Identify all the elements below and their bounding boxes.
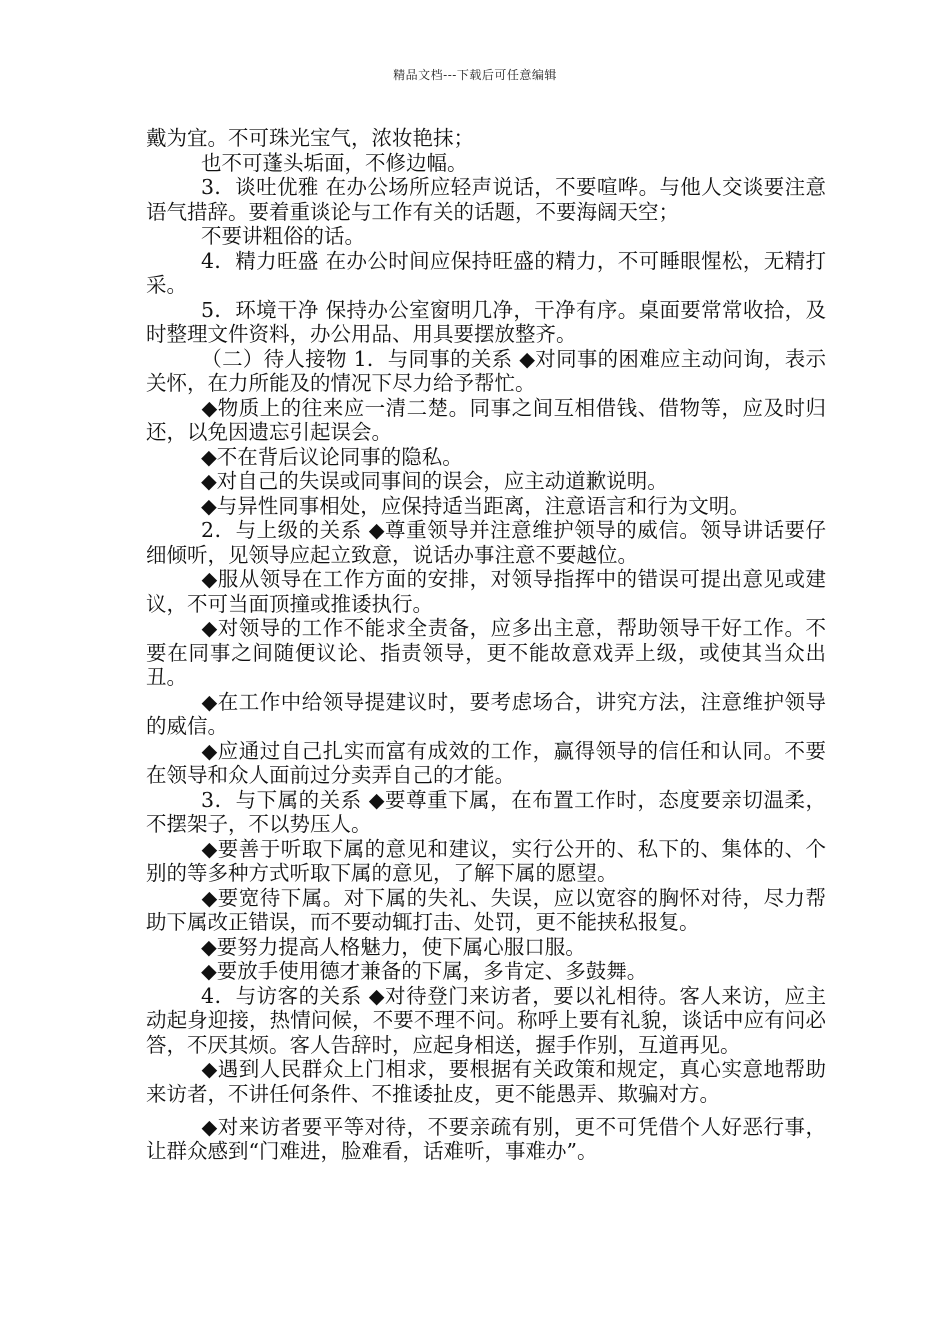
paragraph-text: ◆与异性同事相处，应保持适当距离，注意语言和行为文明。 <box>201 493 750 518</box>
paragraph <box>146 616 826 690</box>
paragraph <box>146 347 826 396</box>
paragraph <box>146 886 826 935</box>
paragraph <box>146 1057 826 1106</box>
paragraph <box>146 690 826 739</box>
paragraph-text: 3．与下属的关系 ◆要尊重下属，在布置工作时，态度要亲切温柔，不摆架子，不以势压人。 <box>146 787 826 836</box>
paragraph <box>146 935 826 960</box>
paragraph-text: 也不可蓬头垢面，不修边幅。 <box>201 150 468 175</box>
paragraph-text: 4．精力旺盛 在办公时间应保持旺盛的精力，不可睡眼惺松，无精打采。 <box>146 248 826 297</box>
paragraph-text: 2．与上级的关系 ◆尊重领导并注意维护领导的威信。领导讲话要仔细倾听，见领导应起立致意，说话办事注意不要越位。 <box>146 518 826 567</box>
paragraph <box>146 739 826 788</box>
paragraph-text: ◆遇到人民群众上门相求，要根据有关政策和规定，真心实意地帮助来访者，不讲任何条件、不推诿扯皮，更不能愚弄、欺骗对方。 <box>146 1057 826 1106</box>
paragraph-text: ◆物质上的往来应一清二楚。同事之间互相借钱、借物等，应及时归还，以免因遗忘引起误会。 <box>146 395 826 444</box>
paragraph <box>146 837 826 886</box>
paragraph <box>146 224 826 249</box>
paragraph <box>146 494 826 519</box>
paragraph-text: ◆要放手使用德才兼备的下属，多肯定、多鼓舞。 <box>201 959 648 983</box>
paragraph <box>146 959 826 984</box>
paragraph-text: （二）待人接物 1．与同事的关系 ◆对同事的困难应主动问询，表示关怀，在力所能及的情况下尽力给予帮忙。 <box>146 346 826 395</box>
paragraph-text: 3．谈吐优雅 在办公场所应轻声说话，不要喧哗。与他人交谈要注意语气措辞。要着重谈论与工作有关的话题，不要海阔天空； <box>146 175 826 224</box>
paragraph <box>146 298 826 347</box>
paragraph-text: ◆要宽待下属。对下属的失礼、失误，应以宽容的胸怀对待，尽力帮助下属改正错误，而不要动辄打击、处罚，更不能挟私报复。 <box>146 885 826 934</box>
paragraph <box>146 151 826 176</box>
paragraph-text: 不要讲粗俗的话。 <box>201 224 365 248</box>
document-body <box>146 126 826 1164</box>
paragraph-text: ◆在工作中给领导提建议时，要考虑场合，讲究方法，注意维护领导的威信。 <box>146 689 826 738</box>
paragraph <box>146 445 826 470</box>
paragraph <box>146 984 826 1058</box>
paragraph-text: ◆不在背后议论同事的隐私。 <box>201 444 463 469</box>
paragraph <box>146 175 826 224</box>
paragraph-text: 4．与访客的关系 ◆对待登门来访者，要以礼相待。客人来访，应主动起身迎接，热情问候，不要不理不问。称呼上要有礼貌，谈话中应有问必答，不厌其烦。客人告辞时，应起身相送，握手作别，互道再见。 <box>146 983 826 1057</box>
paragraph-continuation <box>146 126 826 151</box>
paragraph-text: ◆服从领导在工作方面的安排，对领导指挥中的错误可提出意见或建议，不可当面顶撞或推诿执行。 <box>146 567 826 616</box>
paragraph <box>146 249 826 298</box>
paragraph-text: ◆对领导的工作不能求全责备，应多出主意，帮助领导干好工作。不要在同事之间随便议论、指责领导，更不能故意戏弄上级，或使其当众出丑。 <box>146 616 826 689</box>
paragraph-text: ◆对自己的失误或同事间的误会，应主动道歉说明。 <box>201 469 668 493</box>
paragraph <box>146 788 826 837</box>
paragraph-text: ◆要善于听取下属的意见和建议，实行公开的、私下的、集体的、个别的等多种方式听取下属的意见，了解下属的愿望。 <box>146 836 826 885</box>
paragraph-text: ◆应通过自己扎实而富有成效的工作，赢得领导的信任和认同。不要在领导和众人面前过分卖弄自己的才能。 <box>146 738 826 787</box>
paragraph <box>146 518 826 567</box>
paragraph-text: ◆对来访者要平等对待，不要亲疏有别，更不可凭借个人好恶行事，让群众感到“门难进，脸难看，话难听，事难办”。 <box>146 1114 826 1163</box>
paragraph-text: ◆要努力提高人格魅力，使下属心服口服。 <box>201 934 586 959</box>
paragraph <box>146 396 826 445</box>
paragraph <box>146 469 826 494</box>
paragraph-text: 5．环境干净 保持办公室窗明几净，干净有序。桌面要常常收拾，及时整理文件资料，办公用品、用具要摆放整齐。 <box>146 297 826 346</box>
paragraph-text: 戴为宜。不可珠光宝气，浓妆艳抹； <box>146 126 474 150</box>
paragraph <box>146 567 826 616</box>
page-header: 精品文档---下载后可任意编辑 <box>393 68 557 82</box>
paragraph <box>146 1115 826 1164</box>
